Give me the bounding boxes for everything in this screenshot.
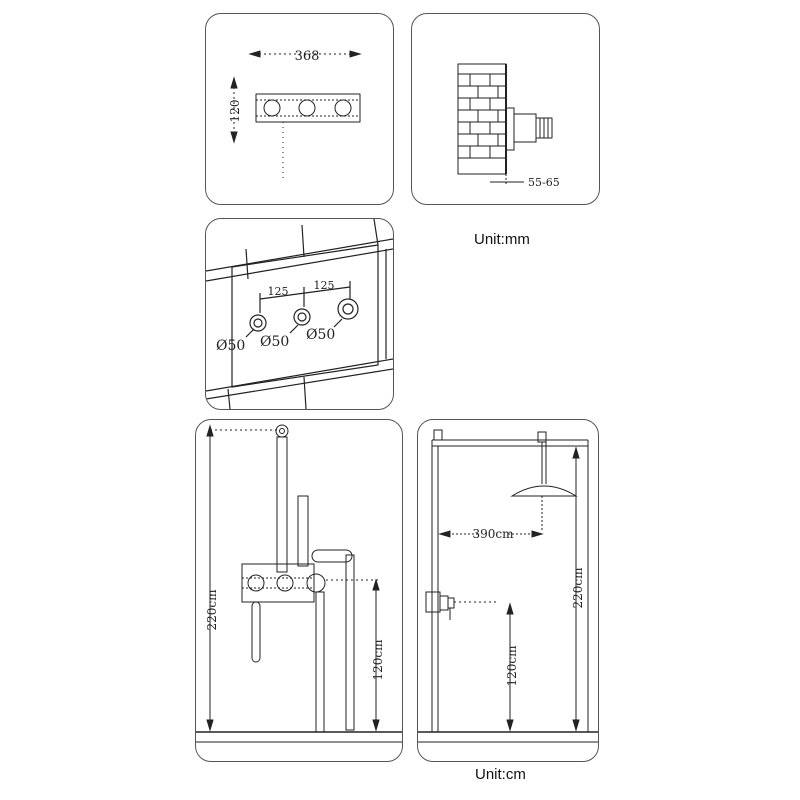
arm-length-label: 390cm — [472, 527, 514, 541]
front-valve-height-label: 120cm — [371, 639, 385, 681]
side-valve-height-label: 120cm — [505, 645, 519, 687]
panel-wall-outlets — [205, 218, 394, 410]
outlet-spacing-label-1: 125 — [267, 285, 289, 298]
unit-cm-label: Unit:cm — [475, 766, 526, 783]
front-total-height-label: 220cm — [205, 589, 219, 631]
depth-label: 55-65 — [528, 176, 560, 189]
panel-wall-section — [411, 13, 600, 205]
top-plan-drawing — [206, 14, 393, 204]
side-install-drawing — [418, 420, 598, 761]
unit-mm-label: Unit:mm — [474, 231, 530, 248]
panel-top-plan — [205, 13, 394, 205]
front-install-drawing — [196, 420, 402, 761]
panel-front-install — [195, 419, 403, 762]
side-total-height-label: 220cm — [571, 567, 585, 609]
panel-side-install — [417, 419, 599, 762]
height-label: 120 — [228, 99, 242, 123]
outlet-diameter-label-3: Ø50 — [306, 327, 336, 343]
wall-section-drawing — [412, 14, 599, 204]
outlet-diameter-label-1: Ø50 — [216, 338, 246, 354]
outlet-diameter-label-2: Ø50 — [260, 334, 290, 350]
outlet-spacing-label-2: 125 — [313, 279, 335, 292]
wall-outlets-drawing — [206, 219, 393, 409]
width-label: 368 — [294, 49, 320, 64]
